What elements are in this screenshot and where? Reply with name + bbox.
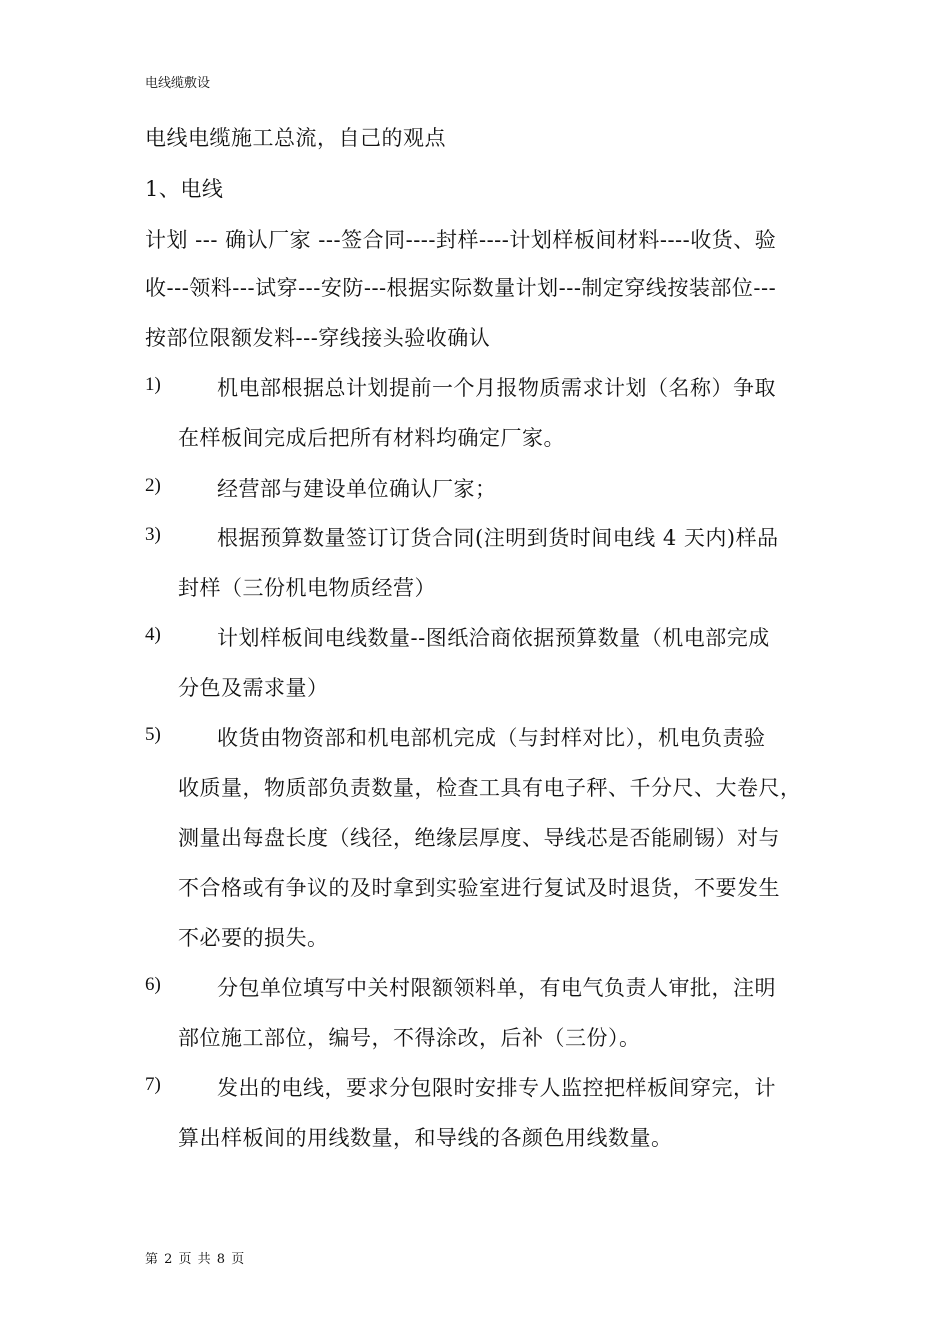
list-item-number: 1) bbox=[145, 374, 161, 395]
list-item-text: 经营部与建设单位确认厂家； bbox=[217, 477, 497, 501]
list-item-number: 2) bbox=[145, 475, 161, 496]
flow-line: 按部位限额发料---穿线接头验收确认 bbox=[145, 326, 491, 350]
list-item-text: 机电部根据总计划提前一个月报物质需求计划（名称）争取 bbox=[217, 376, 776, 400]
list-item-text: 不必要的损失。 bbox=[178, 926, 329, 950]
list-item-text: 测量出每盘长度（线径，绝缘层厚度、导线芯是否能刷锡）对与 bbox=[178, 826, 780, 850]
page-header: 电线缆敷设 bbox=[145, 76, 211, 91]
list-item-number: 7) bbox=[145, 1074, 161, 1095]
list-item-text: 发出的电线，要求分包限时安排专人监控把样板间穿完，计 bbox=[217, 1076, 776, 1100]
list-item-text: 分色及需求量） bbox=[178, 676, 329, 700]
list-item-text: 收质量，物质部负责数量，检查工具有电子秤、千分尺、大卷尺， bbox=[178, 776, 802, 800]
list-item-number: 3) bbox=[145, 524, 161, 545]
list-item-number: 6) bbox=[145, 974, 161, 995]
flow-line: 计划 --- 确认厂家 ---签合同----封样----计划样板间材料----收货、验 bbox=[145, 228, 777, 252]
list-item-text: 分包单位填写中关村限额领料单，有电气负责人审批，注明 bbox=[217, 976, 776, 1000]
list-item-text: 计划样板间电线数量--图纸洽商依据预算数量（机电部完成 bbox=[217, 626, 770, 650]
list-item-number: 5) bbox=[145, 724, 161, 745]
list-item-text: 收货由物资部和机电部机完成（与封样对比），机电负责验 bbox=[217, 726, 766, 750]
list-item-text: 根据预算数量签订订货合同(注明到货时间电线 4 天内)样品 bbox=[217, 526, 779, 550]
list-item-number: 4) bbox=[145, 624, 161, 645]
list-item-text: 部位施工部位，编号，不得涂改，后补（三份）。 bbox=[178, 1026, 641, 1050]
list-item-text: 在样板间完成后把所有材料均确定厂家。 bbox=[178, 426, 565, 450]
flow-line: 收---领料---试穿---安防---根据实际数量计划---制定穿线按装部位--- bbox=[145, 276, 777, 300]
page-footer: 第 2 页 共 8 页 bbox=[145, 1252, 246, 1267]
list-item-text: 算出样板间的用线数量，和导线的各颜色用线数量。 bbox=[178, 1126, 673, 1150]
list-item-text: 封样（三份机电物质经营） bbox=[178, 576, 436, 600]
list-item-text: 不合格或有争议的及时拿到实验室进行复试及时退货，不要发生 bbox=[178, 876, 780, 900]
document-title: 电线电缆施工总流，自己的观点 bbox=[145, 126, 446, 150]
section-heading: 1、电线 bbox=[145, 177, 224, 201]
